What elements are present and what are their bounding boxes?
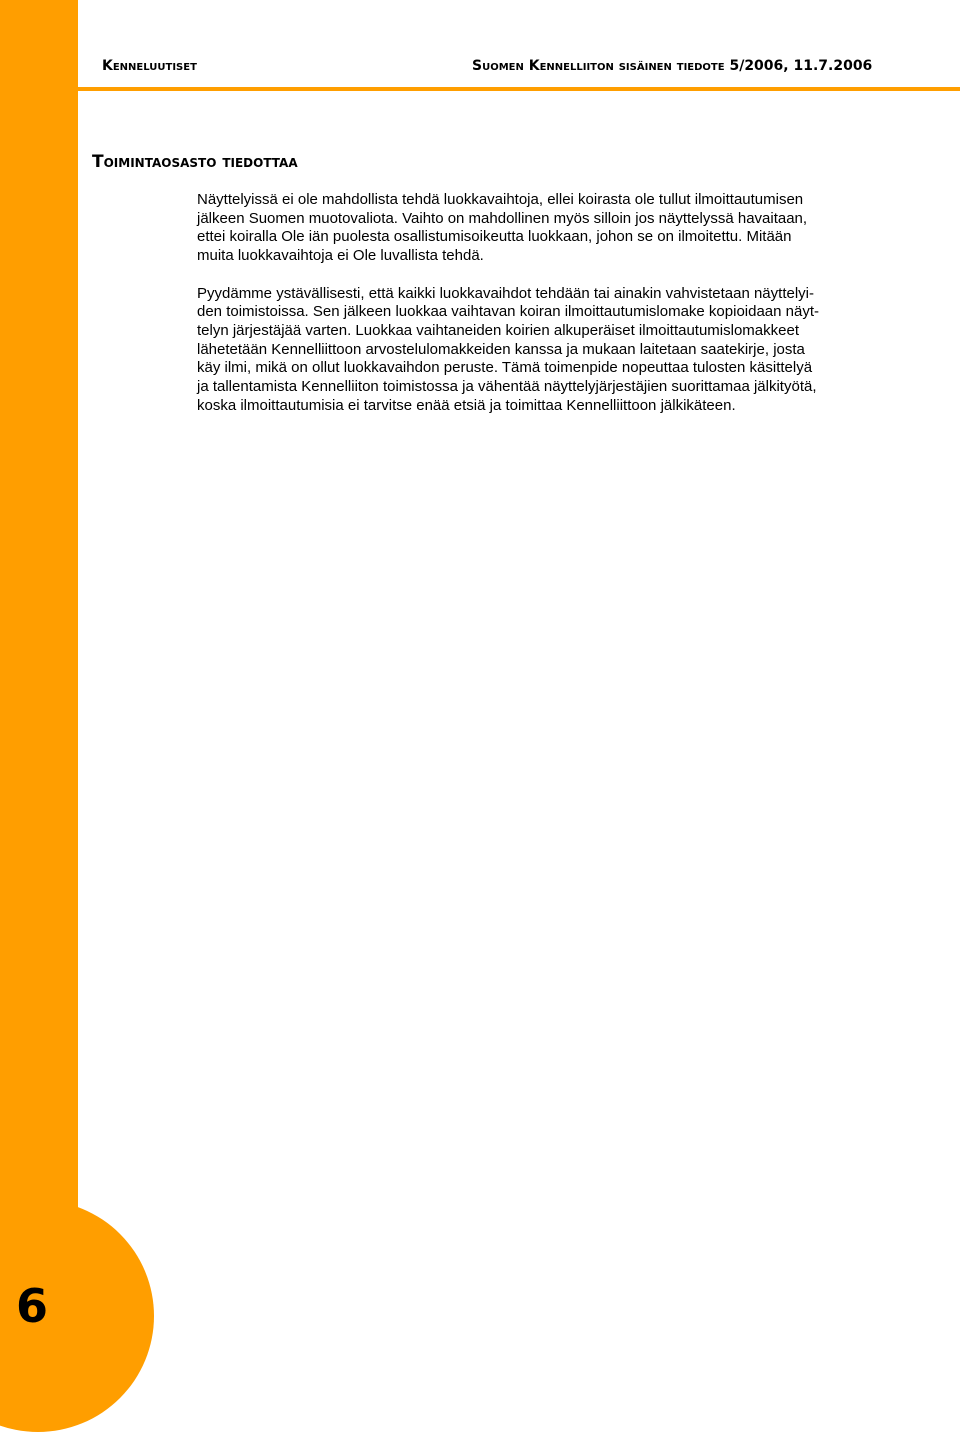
text-line: telyn järjestäjää varten. Luokkaa vaihtaneiden koirien alkuperäiset ilmoittautumislomakkeet — [197, 321, 799, 339]
page-number: 6 — [16, 1279, 49, 1333]
publication-name: Kenneluutiset — [102, 58, 197, 74]
section-title: Toimintaosasto tiedottaa — [92, 152, 298, 172]
text-line: koska ilmoittautumisia ei tarvitse enää etsiä ja toimittaa Kennelliittoon jälkikäteen. — [197, 396, 736, 414]
article-body — [197, 191, 877, 434]
text-line: den toimistoissa. Sen jälkeen luokkaa vaihtavan koiran ilmoittautumislomake kopioidaan näyt- — [197, 303, 820, 321]
orange-header-rule — [78, 87, 960, 91]
publication-issue: Suomen Kennelliiton sisäinen tiedote 5/2006, 11.7.2006 — [472, 58, 873, 74]
orange-side-bar — [0, 0, 78, 1358]
paragraph-2 — [197, 285, 877, 416]
text-line: käy ilmi, mikä on ollut luokkavaihdon peruste. Tämä toimenpide nopeuttaa tulosten käsittelyä — [197, 359, 813, 377]
text-line: muita luokkavaihtoja ei Ole luvallista tehdä. — [197, 247, 484, 265]
text-line: lähetetään Kennelliittoon arvostelulomakkeiden kanssa ja mukaan laitetaan saatekirje, josta — [197, 340, 805, 358]
text-line: ja tallentamista Kennelliiton toimistossa ja vähentää näyttelyjärjestäjien suorittamaa jälkityötä, — [197, 378, 817, 396]
text-line: Pyydämme ystävällisesti, että kaikki luokkavaihdot tehdään tai ainakin vahvistetaan näyttelyi- — [197, 284, 814, 302]
paragraph-1 — [197, 191, 877, 266]
text-line: Näyttelyissä ei ole mahdollista tehdä luokkavaihtoja, ellei koirasta ole tullut ilmoittautumisen — [197, 191, 804, 208]
text-line: jälkeen Suomen muotovaliota. Vaihto on mahdollinen myös silloin jos näyttelyssä havaitaan, — [197, 209, 808, 227]
text-line: ettei koiralla Ole iän puolesta osallistumisoikeutta luokkaan, johon se on ilmoitettu. Mitään — [197, 228, 792, 246]
